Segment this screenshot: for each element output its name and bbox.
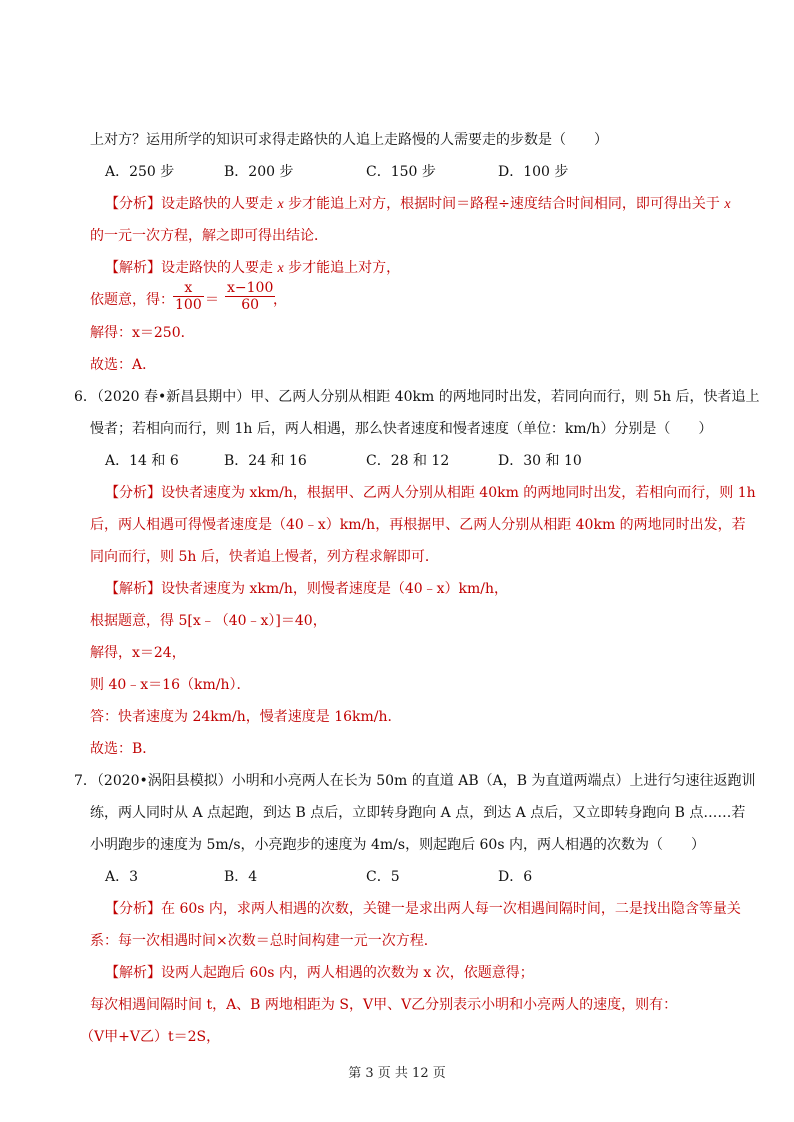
solution-tag: 【解析】	[105, 965, 161, 981]
option-a: A．250 步	[105, 164, 175, 180]
analysis-tag: 【分析】	[105, 485, 161, 501]
analysis-line: 【分析】设走路快的人要走 x 步才能追上对方，根据时间＝路程÷速度结合时间相同，即可得出关于 x	[105, 196, 731, 212]
solution-tag: 【解析】	[105, 260, 161, 276]
analysis-line: 【分析】设快者速度为 xkm/h，根据甲、乙两人分别从相距 40km 的两地同时出发，若相向而行，则 1h	[105, 485, 756, 501]
analysis-line: 同向而行，则 5h 后，快者追上慢者，列方程求解即可．	[90, 549, 439, 565]
solution-line: 【解析】设快者速度为 xkm/h，则慢者速度是（40﹣x）km/h，	[105, 581, 509, 597]
page-footer: 第 3 页 共 12 页	[348, 1066, 446, 1081]
question-text: 小明跑步的速度为 5m/s，小亮跑步的速度为 4m/s，则起跑后 60s 内，两人相遇的次数为（ ）	[90, 837, 705, 853]
solution-tag: 【解析】	[105, 581, 161, 597]
option-b: B．4	[224, 869, 258, 885]
solve-line: 解得：x＝250．	[90, 325, 195, 341]
analysis-line: 【分析】在 60s 内，求两人相遇的次数，关键一是求出两人每一次相遇间隔时间，二是找出隐含等量关	[105, 901, 741, 917]
solution-line: 答：快者速度为 24km/h，慢者速度是 16km/h．	[90, 709, 402, 725]
equation-suffix: ，	[273, 292, 287, 308]
solution-line: 根据题意，得 5[x﹣（40﹣x）]＝40，	[90, 613, 327, 629]
question-text: 6．（2020 春•新昌县期中）甲、乙两人分别从相距 40km 的两地同时出发，若同向而行，则 5h 后，快者追上	[74, 389, 760, 405]
analysis-line: 的一元一次方程，解之即可得出结论．	[90, 228, 328, 244]
analysis-tag: 【分析】	[105, 901, 161, 917]
analysis-line: 后，两人相遇可得慢者速度是（40﹣x）km/h，再根据甲、乙两人分别从相距 40km 的两地同时出发，若	[90, 517, 746, 533]
analysis-tag: 【分析】	[105, 196, 161, 212]
option-d: D．100 步	[498, 164, 569, 180]
solution-line: 每次相遇间隔时间 t，A、B 两地相距为 S，V甲、V乙分别表示小明和小亮两人的速度，则有：	[90, 997, 678, 1013]
option-b: B．200 步	[224, 164, 294, 180]
solution-line: 则 40﹣x＝16（km/h）．	[90, 677, 251, 693]
option-c: C．28 和 12	[366, 453, 450, 469]
solution-line: 解得，x＝24，	[90, 645, 186, 661]
answer-line: 故选：A．	[90, 357, 157, 373]
option-b: B．24 和 16	[224, 453, 307, 469]
fraction-left: $\frac{x}{100}$	[175, 280, 202, 313]
question-text: 7．（2020•涡阳县模拟）小明和小亮两人在长为 50m 的直道 AB（A，B 为直道两端点）上进行匀速往返跑训	[74, 773, 756, 789]
fraction-right: $\frac{x-100}{60}$	[227, 280, 274, 313]
question-text: 慢者；若相向而行，则 1h 后，两人相遇，那么快者速度和慢者速度（单位：km/h）分别是（ ）	[90, 421, 713, 437]
option-c: C．5	[366, 869, 400, 885]
question-text: 上对方？运用所学的知识可求得走路快的人追上走路慢的人需要走的步数是（ ）	[90, 132, 608, 148]
analysis-line: 系：每一次相遇时间×次数＝总时间构建一元一次方程．	[90, 933, 438, 949]
equation-prefix: 依题意，得：	[90, 292, 174, 308]
option-d: D．30 和 10	[498, 453, 582, 469]
question-text: 练，两人同时从 A 点起跑，到达 B 点后，立即转身跑向 A 点，到达 A 点后，又立即转身跑向 B 点……若	[90, 805, 746, 821]
solution-line: 【解析】设走路快的人要走 x 步才能追上对方，	[105, 260, 401, 276]
option-c: C．150 步	[366, 164, 436, 180]
answer-line: 故选：B．	[90, 741, 157, 757]
equals-sign: ＝	[205, 292, 219, 308]
option-a: A．3	[105, 869, 139, 885]
option-d: D．6	[498, 869, 533, 885]
option-a: A．14 和 6	[105, 453, 179, 469]
solution-line: 【解析】设两人起跑后 60s 内，两人相遇的次数为 x 次，依题意得；	[105, 965, 534, 981]
solution-line: （V甲+V乙）t＝2S，	[80, 1029, 221, 1045]
